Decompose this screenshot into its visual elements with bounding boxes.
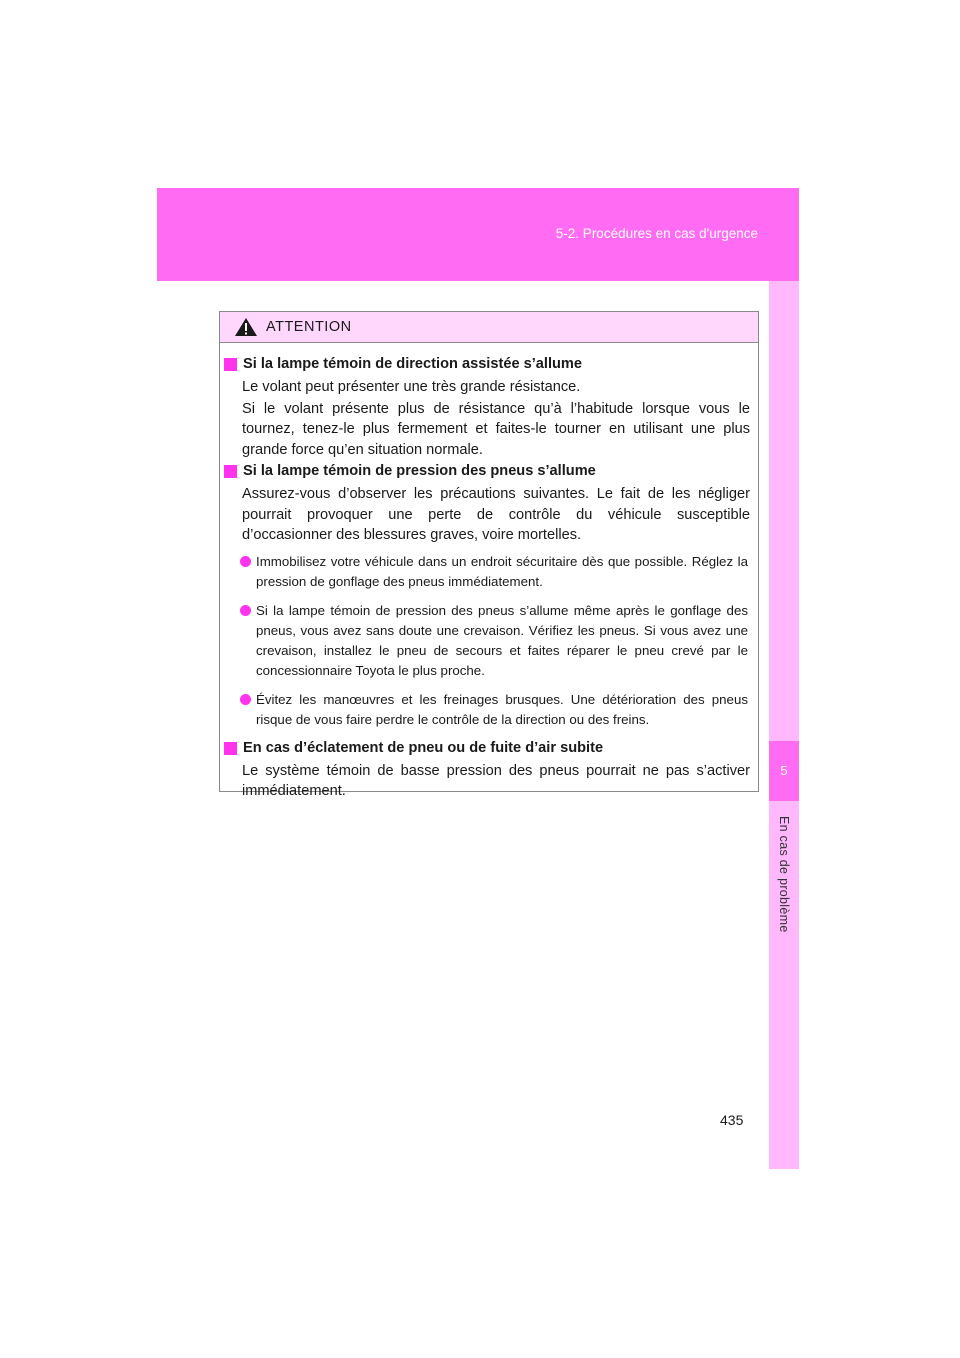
page-number: 435 (720, 1112, 744, 1128)
warning-header (220, 312, 758, 343)
section-title: 5-2. Procédures en cas d'urgence (555, 226, 758, 241)
section-heading: Si la lampe témoin de direction assistée s’allume (224, 355, 752, 374)
paragraph: Assurez-vous d’observer les précautions suivantes. Le fait de les négliger pourrait provoquer une perte de contrôle du véhicule susceptible d’occasionner des blessures graves, voire mortelles. (242, 486, 750, 543)
list-item: Immobilisez votre véhicule dans un endroit sécuritaire dès que possible. Réglez la pression de gonflage des pneus immédiatement. (240, 552, 752, 592)
paragraph: Le système témoin de basse pression des pneus pourrait ne pas s’activer immédiatement. (242, 762, 750, 799)
paragraph: Le volant peut présenter une très grande résistance. (242, 379, 581, 395)
square-bullet-icon (224, 742, 237, 755)
warning-box (219, 311, 759, 799)
list-item: Évitez les manœuvres et les freinages brusques. Une détérioration des pneus risque de vous faire perdre le contrôle de la direction ou des freins. (240, 690, 752, 730)
paragraph: Si le volant présente plus de résistance qu’à l’habitude lorsque vous le tournez, tenez-le plus fermement et faites-le tourner en utilisant une plus grande force qu’en situation normale. (242, 400, 750, 458)
section-heading: Si la lampe témoin de pression des pneus s’allume (224, 462, 752, 481)
list-item: Si la lampe témoin de pression des pneus s’allume même après le gonflage des pneus, vous avez sans doute une crevaison. Vérifiez les pneus. Si vous avez une crevaison, installez le pneu de secours et faites réparer le pneu crevé par le concessionnaire Toyota le plus proche. (240, 601, 752, 681)
circle-bullet-icon (240, 694, 251, 705)
square-bullet-icon (224, 358, 237, 371)
section-heading: En cas d’éclatement de pneu ou de fuite d’air subite (224, 739, 752, 758)
bullet-list (224, 552, 752, 730)
header-band (157, 188, 799, 281)
circle-bullet-icon (240, 556, 251, 567)
side-tab-number: 5 (769, 741, 799, 801)
side-tab-label: En cas de problème (777, 816, 791, 933)
warning-content (220, 343, 758, 802)
side-tab-upper (769, 281, 799, 741)
warning-triangle-icon (234, 317, 258, 337)
circle-bullet-icon (240, 605, 251, 616)
warning-title: ATTENTION (266, 319, 352, 335)
square-bullet-icon (224, 465, 237, 478)
